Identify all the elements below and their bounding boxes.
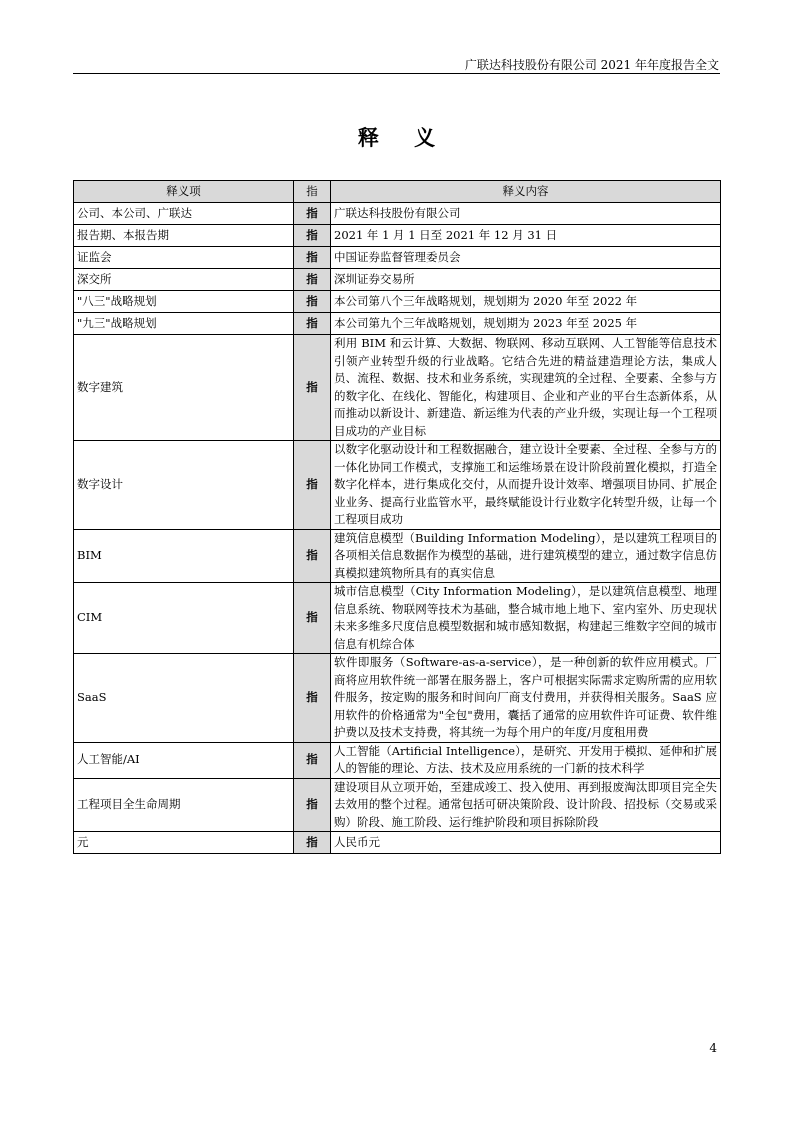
table-row — [74, 313, 721, 335]
arrow-cell: 指 — [294, 225, 331, 247]
term-cell: 元 — [74, 832, 294, 854]
term-cell: 公司、本公司、广联达 — [74, 203, 294, 225]
table-row — [74, 203, 721, 225]
definition-cell: 人工智能（Artificial Intelligence），是研究、开发用于模拟、延伸和扩展人的智能的理论、方法、技术及应用系统的一门新的技术科学 — [331, 742, 721, 778]
arrow-cell: 指 — [294, 441, 331, 530]
term-cell: 数字建筑 — [74, 335, 294, 441]
term-cell: SaaS — [74, 654, 294, 743]
definition-cell: 软件即服务（Software-as-a-service），是一种创新的软件应用模式。厂商将应用软件统一部署在服务器上，客户可根据实际需求定购所需的应用软件服务，按定购的服务和时间向厂商支付费用，并获得相关服务。SaaS 应用软件的价格通常为"全包"费用，囊括了通常的应用软件许可证费、软件维护费以及技术支持费，将其统一为每个用户的年度/月度租用费 — [331, 654, 721, 743]
header-definition: 释义内容 — [331, 181, 721, 203]
term-cell: 人工智能/AI — [74, 742, 294, 778]
definition-cell: 利用 BIM 和云计算、大数据、物联网、移动互联网、人工智能等信息技术引领产业转型升级的行业战略。它结合先进的精益建造理论方法，集成人员、流程、数据、技术和业务系统，实现建筑的全过程、全要素、全参与方的数字化、在线化、智能化，构建项目、企业和产业的平台生态新体系，从而推动以新设计、新建造、新运维为代表的产业升级，实现让每一个工程项目成功的产业目标 — [331, 335, 721, 441]
arrow-cell: 指 — [294, 583, 331, 654]
table-row — [74, 742, 721, 778]
term-cell: 报告期、本报告期 — [74, 225, 294, 247]
term-cell: "八三"战略规划 — [74, 291, 294, 313]
arrow-cell: 指 — [294, 313, 331, 335]
table-row — [74, 778, 721, 832]
table-row — [74, 583, 721, 654]
table-row — [74, 225, 721, 247]
table-row — [74, 654, 721, 743]
definition-cell: 广联达科技股份有限公司 — [331, 203, 721, 225]
term-cell: "九三"战略规划 — [74, 313, 294, 335]
table-row — [74, 269, 721, 291]
header-arrow: 指 — [294, 181, 331, 203]
term-cell: 证监会 — [74, 247, 294, 269]
table-row — [74, 441, 721, 530]
definition-cell: 2021 年 1 月 1 日至 2021 年 12 月 31 日 — [331, 225, 721, 247]
running-header: 广联达科技股份有限公司 2021 年年度报告全文 — [464, 58, 719, 72]
arrow-cell: 指 — [294, 247, 331, 269]
definition-cell: 建筑信息模型（Building Information Modeling），是以建筑工程项目的各项相关信息数据作为模型的基础，进行建筑模型的建立，通过数字信息仿真模拟建筑物所具有的真实信息 — [331, 529, 721, 583]
definition-cell: 城市信息模型（City Information Modeling），是以建筑信息模型、地理信息系统、物联网等技术为基础，整合城市地上地下、室内室外、历史现状未来多维多尺度信息模型数据和城市感知数据，构建起三维数字空间的城市信息有机综合体 — [331, 583, 721, 654]
arrow-cell: 指 — [294, 742, 331, 778]
table-header-row — [74, 181, 721, 203]
term-cell: BIM — [74, 529, 294, 583]
definition-cell: 深圳证券交易所 — [331, 269, 721, 291]
definition-cell: 本公司第九个三年战略规划，规划期为 2023 年至 2025 年 — [331, 313, 721, 335]
page-number: 4 — [709, 1041, 717, 1055]
term-cell: CIM — [74, 583, 294, 654]
definition-cell: 中国证券监督管理委员会 — [331, 247, 721, 269]
arrow-cell: 指 — [294, 832, 331, 854]
table-row — [74, 832, 721, 854]
arrow-cell: 指 — [294, 291, 331, 313]
page-title: 释 义 — [357, 125, 450, 150]
arrow-cell: 指 — [294, 778, 331, 832]
definition-cell: 建设项目从立项开始，至建成竣工、投入使用、再到报废淘汰即项目完全失去效用的整个过程。通常包括可研决策阶段、设计阶段、招投标（交易或采购）阶段、施工阶段、运行维护阶段和项目拆除阶段 — [331, 778, 721, 832]
table-row — [74, 247, 721, 269]
term-cell: 数字设计 — [74, 441, 294, 530]
definition-cell: 本公司第八个三年战略规划，规划期为 2020 年至 2022 年 — [331, 291, 721, 313]
term-cell: 深交所 — [74, 269, 294, 291]
arrow-cell: 指 — [294, 203, 331, 225]
arrow-cell: 指 — [294, 335, 331, 441]
arrow-cell: 指 — [294, 654, 331, 743]
header-divider — [73, 73, 720, 74]
definition-cell: 以数字化驱动设计和工程数据融合，建立设计全要素、全过程、全参与方的一体化协同工作模式，支撑施工和运维场景在设计阶段前置化模拟，打造全数字化样本，进行集成化交付，从而提升设计效率、增强项目协同、扩展企业业务、提高行业监管水平，最终赋能设计行业数字化转型升级，让每一个工程项目成功 — [331, 441, 721, 530]
glossary-table — [73, 180, 721, 854]
definition-cell: 人民币元 — [331, 832, 721, 854]
header-term: 释义项 — [74, 181, 294, 203]
table-row — [74, 335, 721, 441]
arrow-cell: 指 — [294, 269, 331, 291]
table-row — [74, 291, 721, 313]
arrow-cell: 指 — [294, 529, 331, 583]
table-row — [74, 529, 721, 583]
term-cell: 工程项目全生命周期 — [74, 778, 294, 832]
